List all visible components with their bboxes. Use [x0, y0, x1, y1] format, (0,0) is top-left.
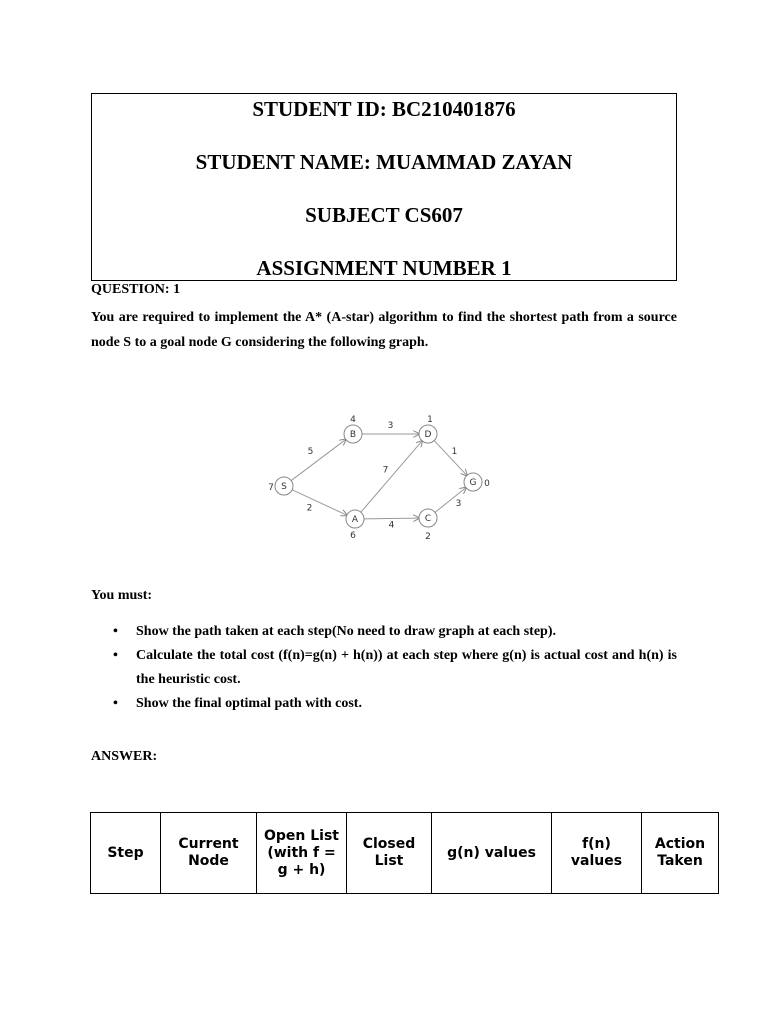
node-label: D — [424, 430, 432, 440]
answer-label: ANSWER: — [91, 749, 158, 764]
edge-weight-label: 7 — [382, 465, 389, 476]
column-header-step: Step — [91, 813, 161, 894]
node-label: S — [281, 482, 287, 492]
requirement-item: • Calculate the total cost (f(n)=g(n) + h(n)) at each step where g(n) is actual cost and h(n) is the heuristic cost. — [91, 644, 677, 692]
requirements-list — [91, 620, 677, 716]
node-heuristic-label: 0 — [484, 479, 490, 489]
node-label: C — [424, 514, 432, 524]
student-name: STUDENT NAME: MUAMMAD ZAYAN — [195, 150, 573, 174]
graph-edge-d-g — [434, 441, 467, 476]
column-header-current-node: Current Node — [161, 813, 257, 894]
node-label: A — [351, 515, 359, 525]
edge-weight-label: 2 — [306, 503, 313, 514]
column-header-open-list: Open List (with f = g + h) — [257, 813, 347, 894]
question-label: QUESTION: 1 — [91, 282, 181, 297]
header-box — [91, 93, 677, 281]
node-heuristic-label: 2 — [425, 532, 431, 542]
node-heuristic-label: 6 — [350, 531, 356, 541]
requirement-item: • Show the path taken at each step(No need to draw graph at each step). — [91, 620, 677, 644]
node-heuristic-label: 4 — [350, 415, 356, 425]
subject: SUBJECT CS607 — [305, 203, 463, 227]
column-header-g-values: g(n) values — [432, 813, 552, 894]
question-text: You are required to implement the A* (A-star) algorithm to find the shortest path from a source node S to a goal node G considering the following graph. — [91, 310, 677, 350]
column-header-closed-list: Closed List — [347, 813, 432, 894]
edge-weight-label: 3 — [387, 421, 394, 431]
edge-weight-label: 1 — [451, 447, 458, 457]
edge-weight-label: 4 — [388, 520, 395, 531]
node-heuristic-label: 1 — [427, 415, 433, 425]
requirements-intro: You must: — [91, 588, 153, 603]
node-heuristic-label: 7 — [268, 483, 274, 493]
answer-table — [90, 812, 719, 894]
graph-edge-a-d — [361, 441, 422, 512]
column-header-f-values: f(n) values — [552, 813, 642, 894]
edge-weight-label: 3 — [455, 499, 462, 509]
graph-figure — [250, 405, 515, 570]
student-id: STUDENT ID: BC210401876 — [252, 97, 516, 121]
graph-edge-s-a — [292, 490, 347, 515]
table-header-row — [91, 813, 719, 894]
edge-weight-label: 5 — [307, 447, 314, 457]
node-label: B — [349, 430, 357, 440]
requirement-item: • Show the final optimal path with cost. — [91, 692, 677, 716]
node-label: G — [469, 478, 477, 488]
column-header-action-taken: Action Taken — [642, 813, 719, 894]
assignment-number: ASSIGNMENT NUMBER 1 — [256, 256, 512, 280]
graph-edge-a-c — [364, 518, 419, 519]
graph-edge-s-b — [291, 439, 346, 480]
